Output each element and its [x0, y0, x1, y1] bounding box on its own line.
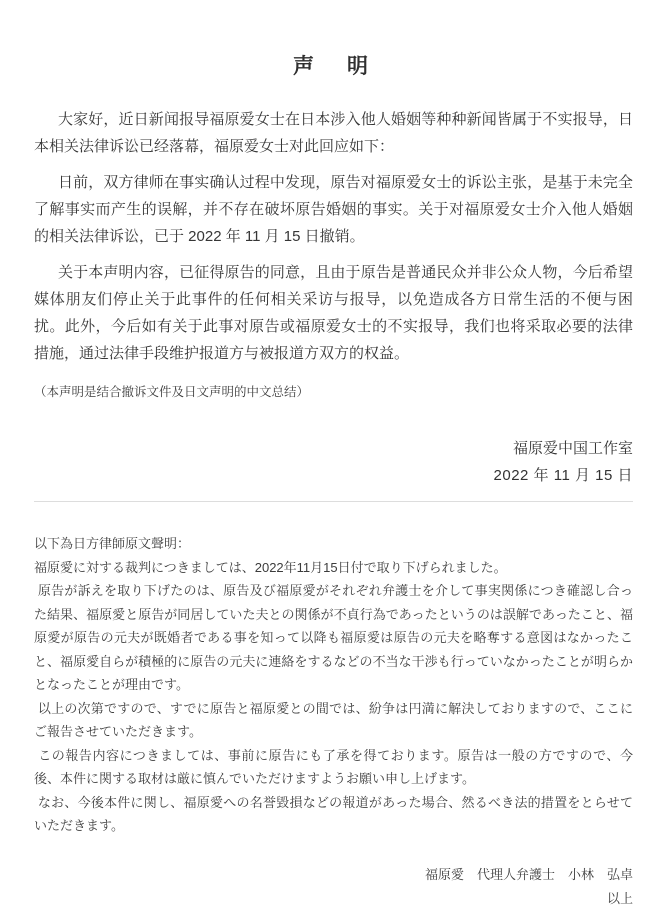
jp-paragraph-2: 原告が訴えを取り下げたのは、原告及び福原愛がそれぞれ弁護士を介して事実関係につき確認し合った結果、福原愛と原告が同居していた夫との関係が不貞行為であったというのは誤解であったこと、福原愛が原告の元夫が既婚者である事を知って以降も福原愛は原告の元夫を略奪する意図はなかったこと、福原愛自らが積極的に原告の元夫に連絡をするなどの不当な干渉も行っていなかったことが明らかとなったことが理由です。 — [34, 583, 633, 692]
jp-section-header: 以下為日方律師原文聲明： — [34, 536, 191, 551]
jp-paragraph-5: なお、今後本件に関し、福原愛への名誉毀損などの報道があった場合、然るべき法的措置をとらせていただきます。 — [34, 794, 633, 833]
jp-paragraph-3: 以上の次第ですので、すでに原告と福原愛との間では、紛争は円満に解決しておりますので、ここにご報告させていただきます。 — [34, 700, 633, 739]
jp-signature-block — [34, 863, 633, 911]
jp-closing: 以上 — [606, 890, 633, 906]
cn-statement-body — [34, 106, 633, 367]
jp-signature-lawyer: 福原愛 代理人弁護士 小林 弘卓 — [424, 866, 633, 882]
jp-statement-body — [34, 532, 633, 838]
cn-signature-org: 福原爱中国工作室 — [512, 440, 633, 457]
jp-paragraph-1: 福原愛に対する裁判につきましては、2022年11月15日付で取り下げられました。 — [34, 559, 507, 575]
cn-summary-note: （本声明是结合撤诉文件及日文声明的中文总结） — [34, 385, 310, 399]
cn-paragraph-1: 大家好，近日新闻报导福原爱女士在日本涉入他人婚姻等种种新闻皆属于不实报导，日本相关法律诉讼已经落幕，福原爱女士对此回应如下： — [34, 111, 633, 155]
section-divider — [34, 501, 633, 502]
jp-paragraph-4: この報告内容につきましては、事前に原告にも了承を得ております。原告は一般の方ですので、今後、本件に関する取材は厳に慎んでいただけますようお願い申し上げます。 — [34, 747, 633, 786]
cn-signature-block — [34, 435, 633, 489]
cn-signature-date: 2022 年 11 月 15 日 — [493, 467, 633, 484]
cn-paragraph-3: 关于本声明内容，已征得原告的同意，且由于原告是普通民众并非公众人物，今后希望媒体朋友们停止关于此事件的任何相关采访与报导，以免造成各方日常生活的不便与困扰。此外，今后如有关于此事对原告或福原爱女士的不实报导，我们也将采取必要的法律措施，通过法律手段维护报道方与被报道方双方的权益。 — [34, 264, 633, 362]
statement-title: 声 明 — [293, 55, 374, 78]
cn-paragraph-2: 日前，双方律师在事实确认过程中发现，原告对福原爱女士的诉讼主张，是基于未完全了解事实而产生的误解，并不存在破坏原告婚姻的事实。关于对福原爱女士介入他人婚姻的相关法律诉讼，已于 2022 年 11 月 15 日撤销。 — [34, 174, 633, 245]
